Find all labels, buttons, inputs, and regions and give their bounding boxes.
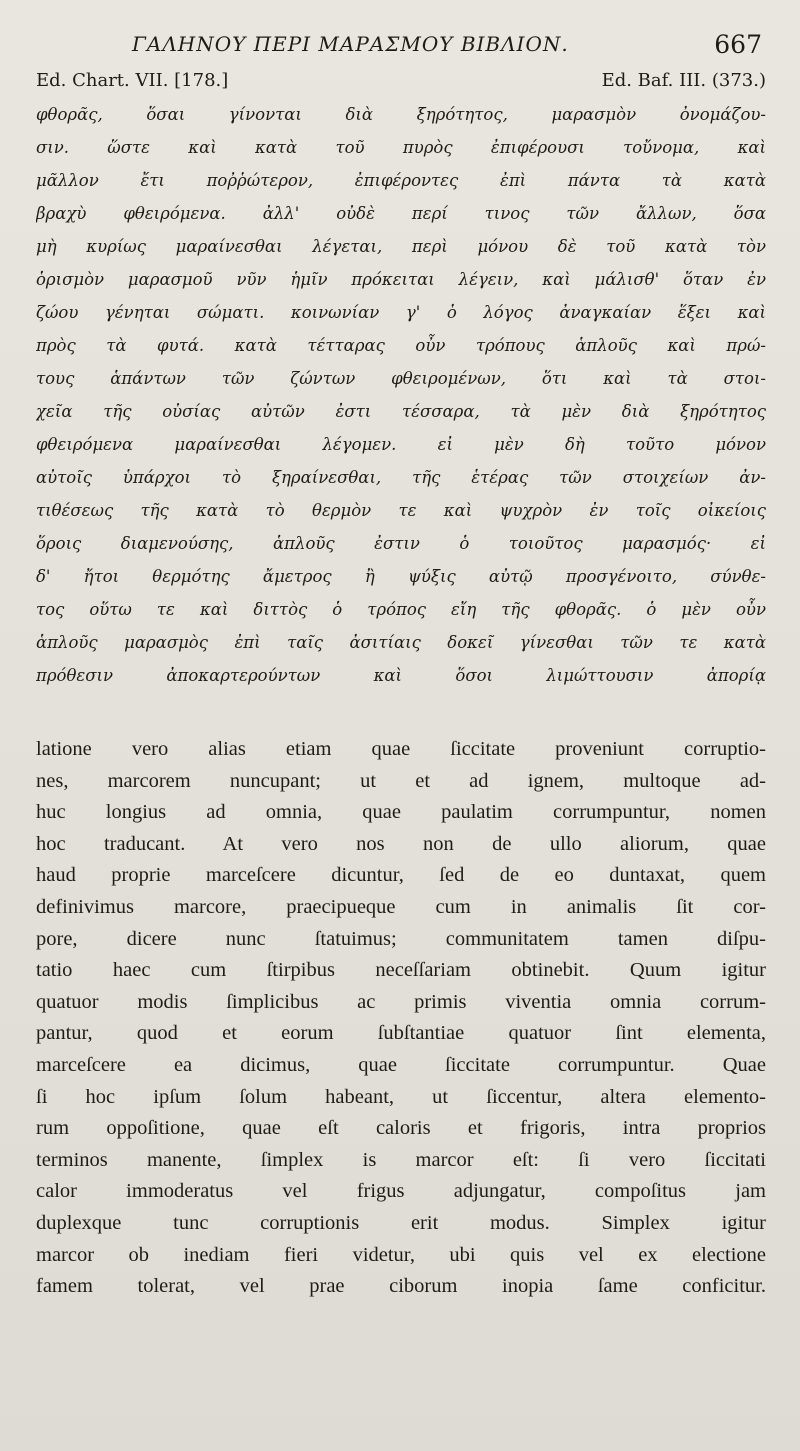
running-head (36, 30, 766, 70)
greek-text-line: ὁρισμὸν μαρασμοῦ νῦν ἡμῖν πρόκειται λέγειν, καὶ μάλισθ' ὅταν ἐν (36, 270, 766, 289)
latin-text-line: pore, dicere nunc ſtatuimus; communitatem tamen diſpu- (36, 927, 766, 950)
latin-text-line: quatuor modis ſimplicibus ac primis viventia omnia corrum- (36, 990, 766, 1013)
page-number: 667 (714, 30, 762, 59)
section-gap (36, 692, 766, 734)
latin-text-line: duplexque tunc corruptionis erit modus. Simplex igitur (36, 1211, 766, 1234)
latin-text-line: calor immoderatus vel frigus adjungatur, compoſitus jam (36, 1180, 766, 1203)
latin-text-block (36, 734, 766, 1303)
running-title: ΓΑΛΗΝΟΥ ΠΕΡΙ ΜΑΡΑΣΜΟΥ ΒΙΒΛΙΟΝ. (132, 32, 569, 56)
latin-text-line: huc longius ad omnia, quae paulatim corrumpuntur, nomen (36, 801, 766, 824)
greek-text-line: φθειρόμενα μαραίνεσθαι λέγομεν. εἰ μὲν δὴ τοῦτο μόνον (36, 435, 766, 454)
latin-text-line: nes, marcorem nuncupant; ut et ad ignem, multoque ad- (36, 769, 766, 792)
latin-text-line: terminos manente, ſimplex is marcor eſt: ſi vero ſiccitati (36, 1148, 766, 1171)
latin-text-line: ſi hoc ipſum ſolum habeant, ut ſiccentur, altera elemento- (36, 1085, 766, 1108)
latin-text-line: definivimus marcore, praecipueque cum in animalis ſit cor- (36, 895, 766, 918)
latin-text-line: pantur, quod et eorum ſubſtantiae quatuor ſint elementa, (36, 1022, 766, 1045)
greek-text-line: χεῖα τῆς οὐσίας αὐτῶν ἐστι τέσσαρα, τὰ μὲν διὰ ξηρότητος (36, 402, 766, 421)
greek-text-line: αὐτοῖς ὑπάρχοι τὸ ξηραίνεσθαι, τῆς ἑτέρας τῶν στοιχείων ἀν- (36, 468, 766, 487)
greek-text-line: ζώου γένηται σώματι. κοινωνίαν γ' ὁ λόγος ἀναγκαίαν ἕξει καὶ (36, 303, 766, 322)
latin-text-line: marceſcere ea dicimus, quae ſiccitate corrumpuntur. Quae (36, 1053, 766, 1076)
greek-text-line: βραχὺ φθειρόμενα. ἀλλ' οὐδὲ περί τινος τῶν ἄλλων, ὅσα (36, 204, 766, 223)
greek-text-line: τους ἁπάντων τῶν ζώντων φθειρομένων, ὅτι καὶ τὰ στοι- (36, 369, 766, 388)
greek-text-line: πρόθεσιν ἀποκαρτερούντων καὶ ὅσοι λιμώττουσιν ἀπορίᾳ (36, 666, 766, 685)
greek-text-line: δ' ἤτοι θερμότης ἄμετρος ἢ ψύξις αὐτῷ προσγένοιτο, σύνθε- (36, 567, 766, 586)
greek-text-line: μᾶλλον ἔτι ποῤῥώτερον, ἐπιφέροντες ἐπὶ πάντα τὰ κατὰ (36, 171, 766, 190)
greek-text-line: τιθέσεως τῆς κατὰ τὸ θερμὸν τε καὶ ψυχρὸν ἐν τοῖς οἰκείοις (36, 501, 766, 520)
greek-text-line: πρὸς τὰ φυτά. κατὰ τέτταρας οὖν τρόπους ἁπλοῦς καὶ πρώ- (36, 336, 766, 355)
latin-text-line: haud proprie marceſcere dicuntur, ſed de eo duntaxat, quem (36, 864, 766, 887)
latin-text-line: hoc traducant. At vero nos non de ullo aliorum, quae (36, 832, 766, 855)
latin-text-line: marcor ob inediam fieri videtur, ubi quis vel ex electione (36, 1243, 766, 1266)
greek-text-line: τος οὕτω τε καὶ διττὸς ὁ τρόπος εἴη τῆς φθορᾶς. ὁ μὲν οὖν (36, 600, 766, 619)
latin-text-line: famem tolerat, vel prae ciborum inopia ſame conficitur. (36, 1275, 766, 1298)
greek-text-block (36, 98, 766, 692)
greek-text-line: ὅροις διαμενούσης, ἁπλοῦς ἐστιν ὁ τοιοῦτος μαρασμός· εἰ (36, 534, 766, 553)
latin-text-line: rum oppoſitione, quae eſt caloris et frigoris, intra proprios (36, 1117, 766, 1140)
greek-text-line: σιν. ὥστε καὶ κατὰ τοῦ πυρὸς ἐπιφέρουσι τοὔνομα, καὶ (36, 138, 766, 157)
edition-basel-reference: Ed. Baf. III. (373.) (601, 70, 766, 91)
greek-text-line: ἁπλοῦς μαρασμὸς ἐπὶ ταῖς ἀσιτίαις δοκεῖ γίνεσθαι τῶν τε κατὰ (36, 633, 766, 652)
latin-text-line: tatio haec cum ſtirpibus neceſſariam obtinebit. Quum igitur (36, 959, 766, 982)
greek-text-line: φθορᾶς, ὅσαι γίνονται διὰ ξηρότητος, μαρασμὸν ὀνομάζου- (36, 105, 766, 124)
edition-reference-line (36, 70, 766, 98)
edition-chartier-reference: Ed. Chart. VII. [178.] (36, 70, 229, 91)
greek-text-line: μὴ κυρίως μαραίνεσθαι λέγεται, περὶ μόνου δὲ τοῦ κατὰ τὸν (36, 237, 766, 256)
latin-text-line: latione vero alias etiam quae ſiccitate proveniunt corruptio- (36, 738, 766, 760)
